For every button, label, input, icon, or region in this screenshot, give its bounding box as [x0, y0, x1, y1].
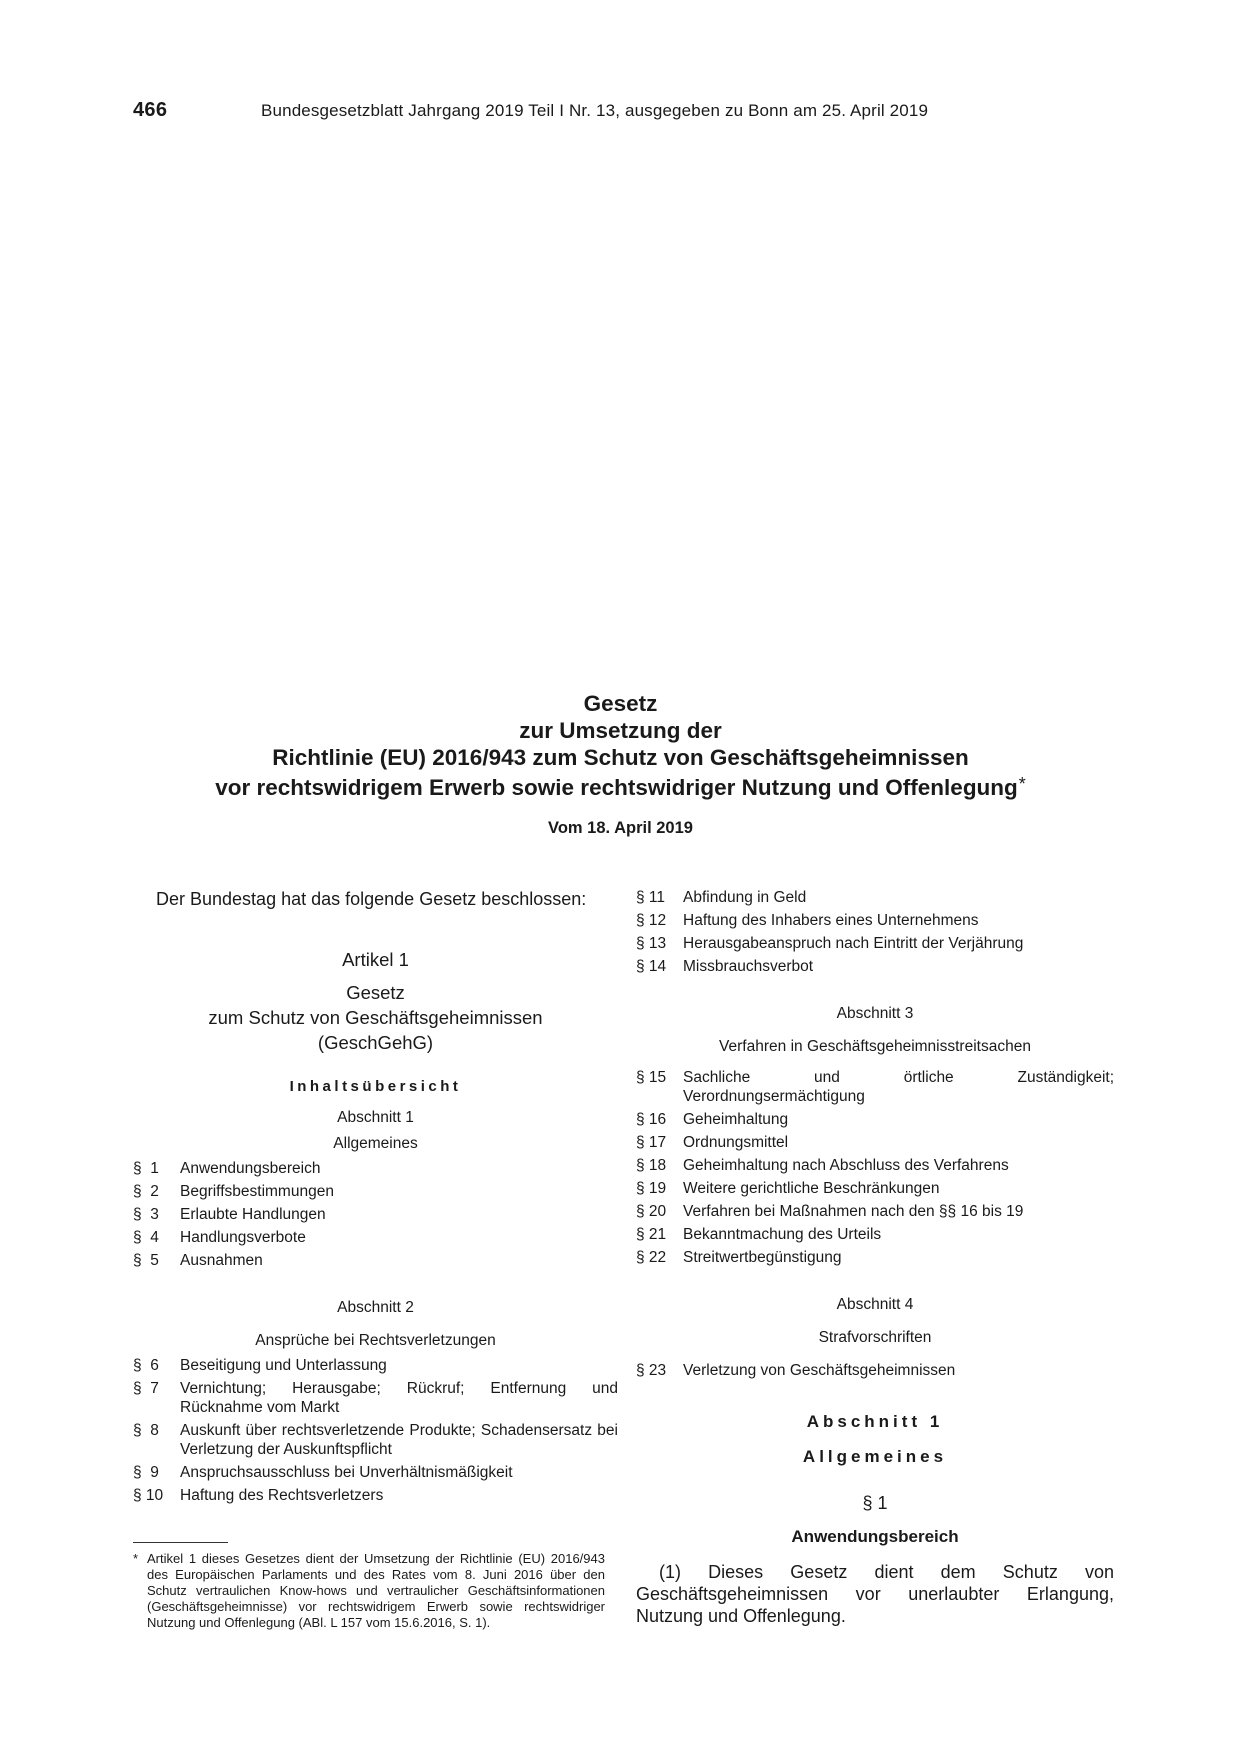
section-heading: Abschnitt 1	[806, 1412, 944, 1431]
toc-entry	[636, 1248, 1114, 1267]
law-short-title-line-3: (GeschGehG)	[317, 1032, 434, 1053]
section-title: Allgemeines	[802, 1447, 948, 1466]
footnote-mark: *	[133, 1551, 139, 1566]
toc-list	[636, 1068, 1114, 1267]
toc-entry-title: Ausnahmen	[180, 1252, 263, 1269]
toc-section-title: Ansprüche bei Rechtsverletzungen	[255, 1332, 496, 1349]
toc-entry-number: § 15	[636, 1069, 667, 1086]
toc-entry	[133, 1463, 618, 1482]
toc-entry	[133, 1205, 618, 1224]
running-head: Bundesgesetzblatt Jahrgang 2019 Teil I Nr. 13, ausgegeben zu Bonn am 25. April 2019	[261, 101, 929, 120]
toc-entry-title: Haftung des Inhabers eines Unternehmens	[683, 912, 979, 929]
footnote-reference-mark: *	[1018, 774, 1026, 794]
toc-entry	[133, 1421, 618, 1459]
toc-entry-number: § 5	[133, 1252, 159, 1269]
toc-entry-title: Handlungsverbote	[180, 1229, 306, 1246]
toc-entry-title: Vernichtung; Herausgabe; Rückruf; Entfernung und Rücknahme vom Markt	[180, 1380, 618, 1416]
toc-section-title: Allgemeines	[333, 1135, 418, 1152]
toc-entry-title: Geheimhaltung nach Abschluss des Verfahrens	[683, 1157, 1009, 1174]
toc-entry	[636, 957, 1114, 976]
toc-entry-number: § 16	[636, 1111, 667, 1128]
toc-heading: Inhaltsübersicht	[289, 1078, 462, 1095]
toc-entry-title: Missbrauchsverbot	[683, 958, 814, 975]
toc-section-title: Verfahren in Geschäftsgeheimnisstreitsachen	[719, 1038, 1031, 1055]
toc-entry-number: § 9	[133, 1464, 159, 1481]
toc-entry-title: Verletzung von Geschäftsgeheimnissen	[683, 1362, 956, 1379]
toc-entry	[636, 1156, 1114, 1175]
toc-entry-number: § 7	[133, 1380, 159, 1397]
toc-entry-number: § 6	[133, 1357, 159, 1374]
toc-entry-title: Anwendungsbereich	[180, 1160, 321, 1177]
toc-entry	[636, 1225, 1114, 1244]
enactment-clause: Der Bundestag hat das folgende Gesetz beschlossen:	[156, 889, 587, 909]
toc-entry-number: § 14	[636, 958, 667, 975]
toc-list	[636, 1361, 1114, 1380]
title-line-3: Richtlinie (EU) 2016/943 zum Schutz von Geschäftsgeheimnissen	[272, 745, 969, 770]
paragraph-text: (1) Dieses Gesetz dient dem Schutz von Geschäftsgeheimnissen vor unerlaubter Erlangung, Nutzung und Offenlegung.	[636, 1562, 1114, 1626]
toc-entry-number: § 3	[133, 1206, 159, 1223]
toc-section-label: Abschnitt 3	[836, 1005, 914, 1022]
toc-entry-title: Verfahren bei Maßnahmen nach den §§ 16 bis 19	[683, 1203, 1024, 1220]
toc-entry-number: § 21	[636, 1226, 667, 1243]
toc-entry-number: § 18	[636, 1157, 667, 1174]
toc-entry-title: Abfindung in Geld	[683, 889, 807, 906]
toc-entry	[133, 1251, 618, 1270]
toc-entry	[636, 1110, 1114, 1129]
page-header	[0, 99, 1241, 123]
toc-entry-title: Sachliche und örtliche Zuständigkeit; Verordnungsermächtigung	[683, 1069, 1114, 1105]
toc-entry-title: Haftung des Rechtsverletzers	[180, 1487, 384, 1504]
toc-entry	[636, 1133, 1114, 1152]
toc-entry	[636, 911, 1114, 930]
article-heading: Artikel 1	[342, 949, 409, 970]
paragraph-sign: § 1	[862, 1493, 888, 1513]
footnote-divider	[133, 1542, 228, 1543]
title-line-4-text: vor rechtswidrigem Erwerb sowie rechtswidriger Nutzung und Offenlegung	[215, 775, 1018, 800]
toc-entry	[636, 1202, 1114, 1221]
toc-entry-title: Ordnungsmittel	[683, 1134, 789, 1151]
footnote-text: Artikel 1 dieses Gesetzes dient der Umsetzung der Richtlinie (EU) 2016/943 des Europäischen Parlaments und des Rates vom 8. Juni 2016 über den Schutz vertraulichen Know-hows und vertraulicher Geschäftsinformationen (Geschäftsgeheimnisse) vor rechtswidrigem Erwerb sowie rechtswidriger Nutzung und Offenlegung (ABl. L 157 vom 15.6.2016, S. 1).	[147, 1551, 605, 1630]
toc-entry	[133, 1379, 618, 1417]
toc-entry-number: § 17	[636, 1134, 667, 1151]
toc-entry-number: § 10	[133, 1487, 164, 1504]
page-number: 466	[133, 99, 168, 121]
toc-entry	[133, 1486, 618, 1505]
toc-entry-title: Erlaubte Handlungen	[180, 1206, 326, 1223]
toc-list	[133, 1356, 618, 1505]
toc-entry-number: § 8	[133, 1422, 159, 1439]
toc-entry-number: § 2	[133, 1183, 159, 1200]
toc-section-title: Strafvorschriften	[818, 1329, 932, 1346]
toc-entry-title: Geheimhaltung	[683, 1111, 789, 1128]
law-date: Vom 18. April 2019	[548, 819, 693, 837]
toc-section-label: Abschnitt 4	[836, 1296, 914, 1313]
paragraph-title: Anwendungsbereich	[791, 1527, 959, 1546]
toc-entry	[133, 1159, 618, 1178]
toc-entry-number: § 23	[636, 1362, 667, 1379]
law-short-title-line-2: zum Schutz von Geschäftsgeheimnissen	[208, 1007, 543, 1028]
left-column	[133, 888, 618, 1509]
law-short-title	[133, 980, 618, 1055]
toc-entry-number: § 13	[636, 935, 667, 952]
toc-entry-title: Weitere gerichtliche Beschränkungen	[683, 1180, 940, 1197]
toc-entry-number: § 4	[133, 1229, 159, 1246]
right-column	[636, 888, 1114, 1627]
toc-entry	[636, 1361, 1114, 1380]
toc-entry	[133, 1356, 618, 1375]
toc-entry-number: § 22	[636, 1249, 667, 1266]
toc-list	[133, 1159, 618, 1270]
footnote	[133, 1551, 605, 1631]
toc-list	[636, 888, 1114, 976]
toc-entry	[636, 1179, 1114, 1198]
title-line-4	[0, 771, 1241, 801]
toc-entry-title: Begriffsbestimmungen	[180, 1183, 334, 1200]
toc-entry	[133, 1228, 618, 1247]
toc-entry-number: § 11	[636, 889, 666, 906]
law-short-title-line-1: Gesetz	[346, 982, 405, 1003]
toc-entry-title: Anspruchsausschluss bei Unverhältnismäßigkeit	[180, 1464, 513, 1481]
toc-entry	[133, 1182, 618, 1201]
toc-entry-number: § 12	[636, 912, 667, 929]
toc-section-label: Abschnitt 1	[337, 1109, 414, 1126]
toc-section-label: Abschnitt 2	[337, 1299, 414, 1316]
toc-entry-title: Auskunft über rechtsverletzende Produkte; Schadensersatz bei Verletzung der Auskunftspflicht	[180, 1422, 618, 1458]
toc-entry	[636, 1068, 1114, 1106]
toc-entry-title: Streitwertbegünstigung	[683, 1249, 842, 1266]
toc-entry-number: § 1	[133, 1160, 159, 1177]
toc-entry-number: § 19	[636, 1180, 667, 1197]
toc-entry	[636, 888, 1114, 907]
title-line-2: zur Umsetzung der	[519, 718, 722, 743]
toc-entry-number: § 20	[636, 1203, 667, 1220]
toc-entry-title: Beseitigung und Unterlassung	[180, 1357, 387, 1374]
title-line-1: Gesetz	[583, 691, 658, 716]
law-title-block	[0, 690, 1241, 801]
toc-entry	[636, 934, 1114, 953]
toc-entry-title: Bekanntmachung des Urteils	[683, 1226, 882, 1243]
toc-entry-title: Herausgabeanspruch nach Eintritt der Verjährung	[683, 935, 1024, 952]
